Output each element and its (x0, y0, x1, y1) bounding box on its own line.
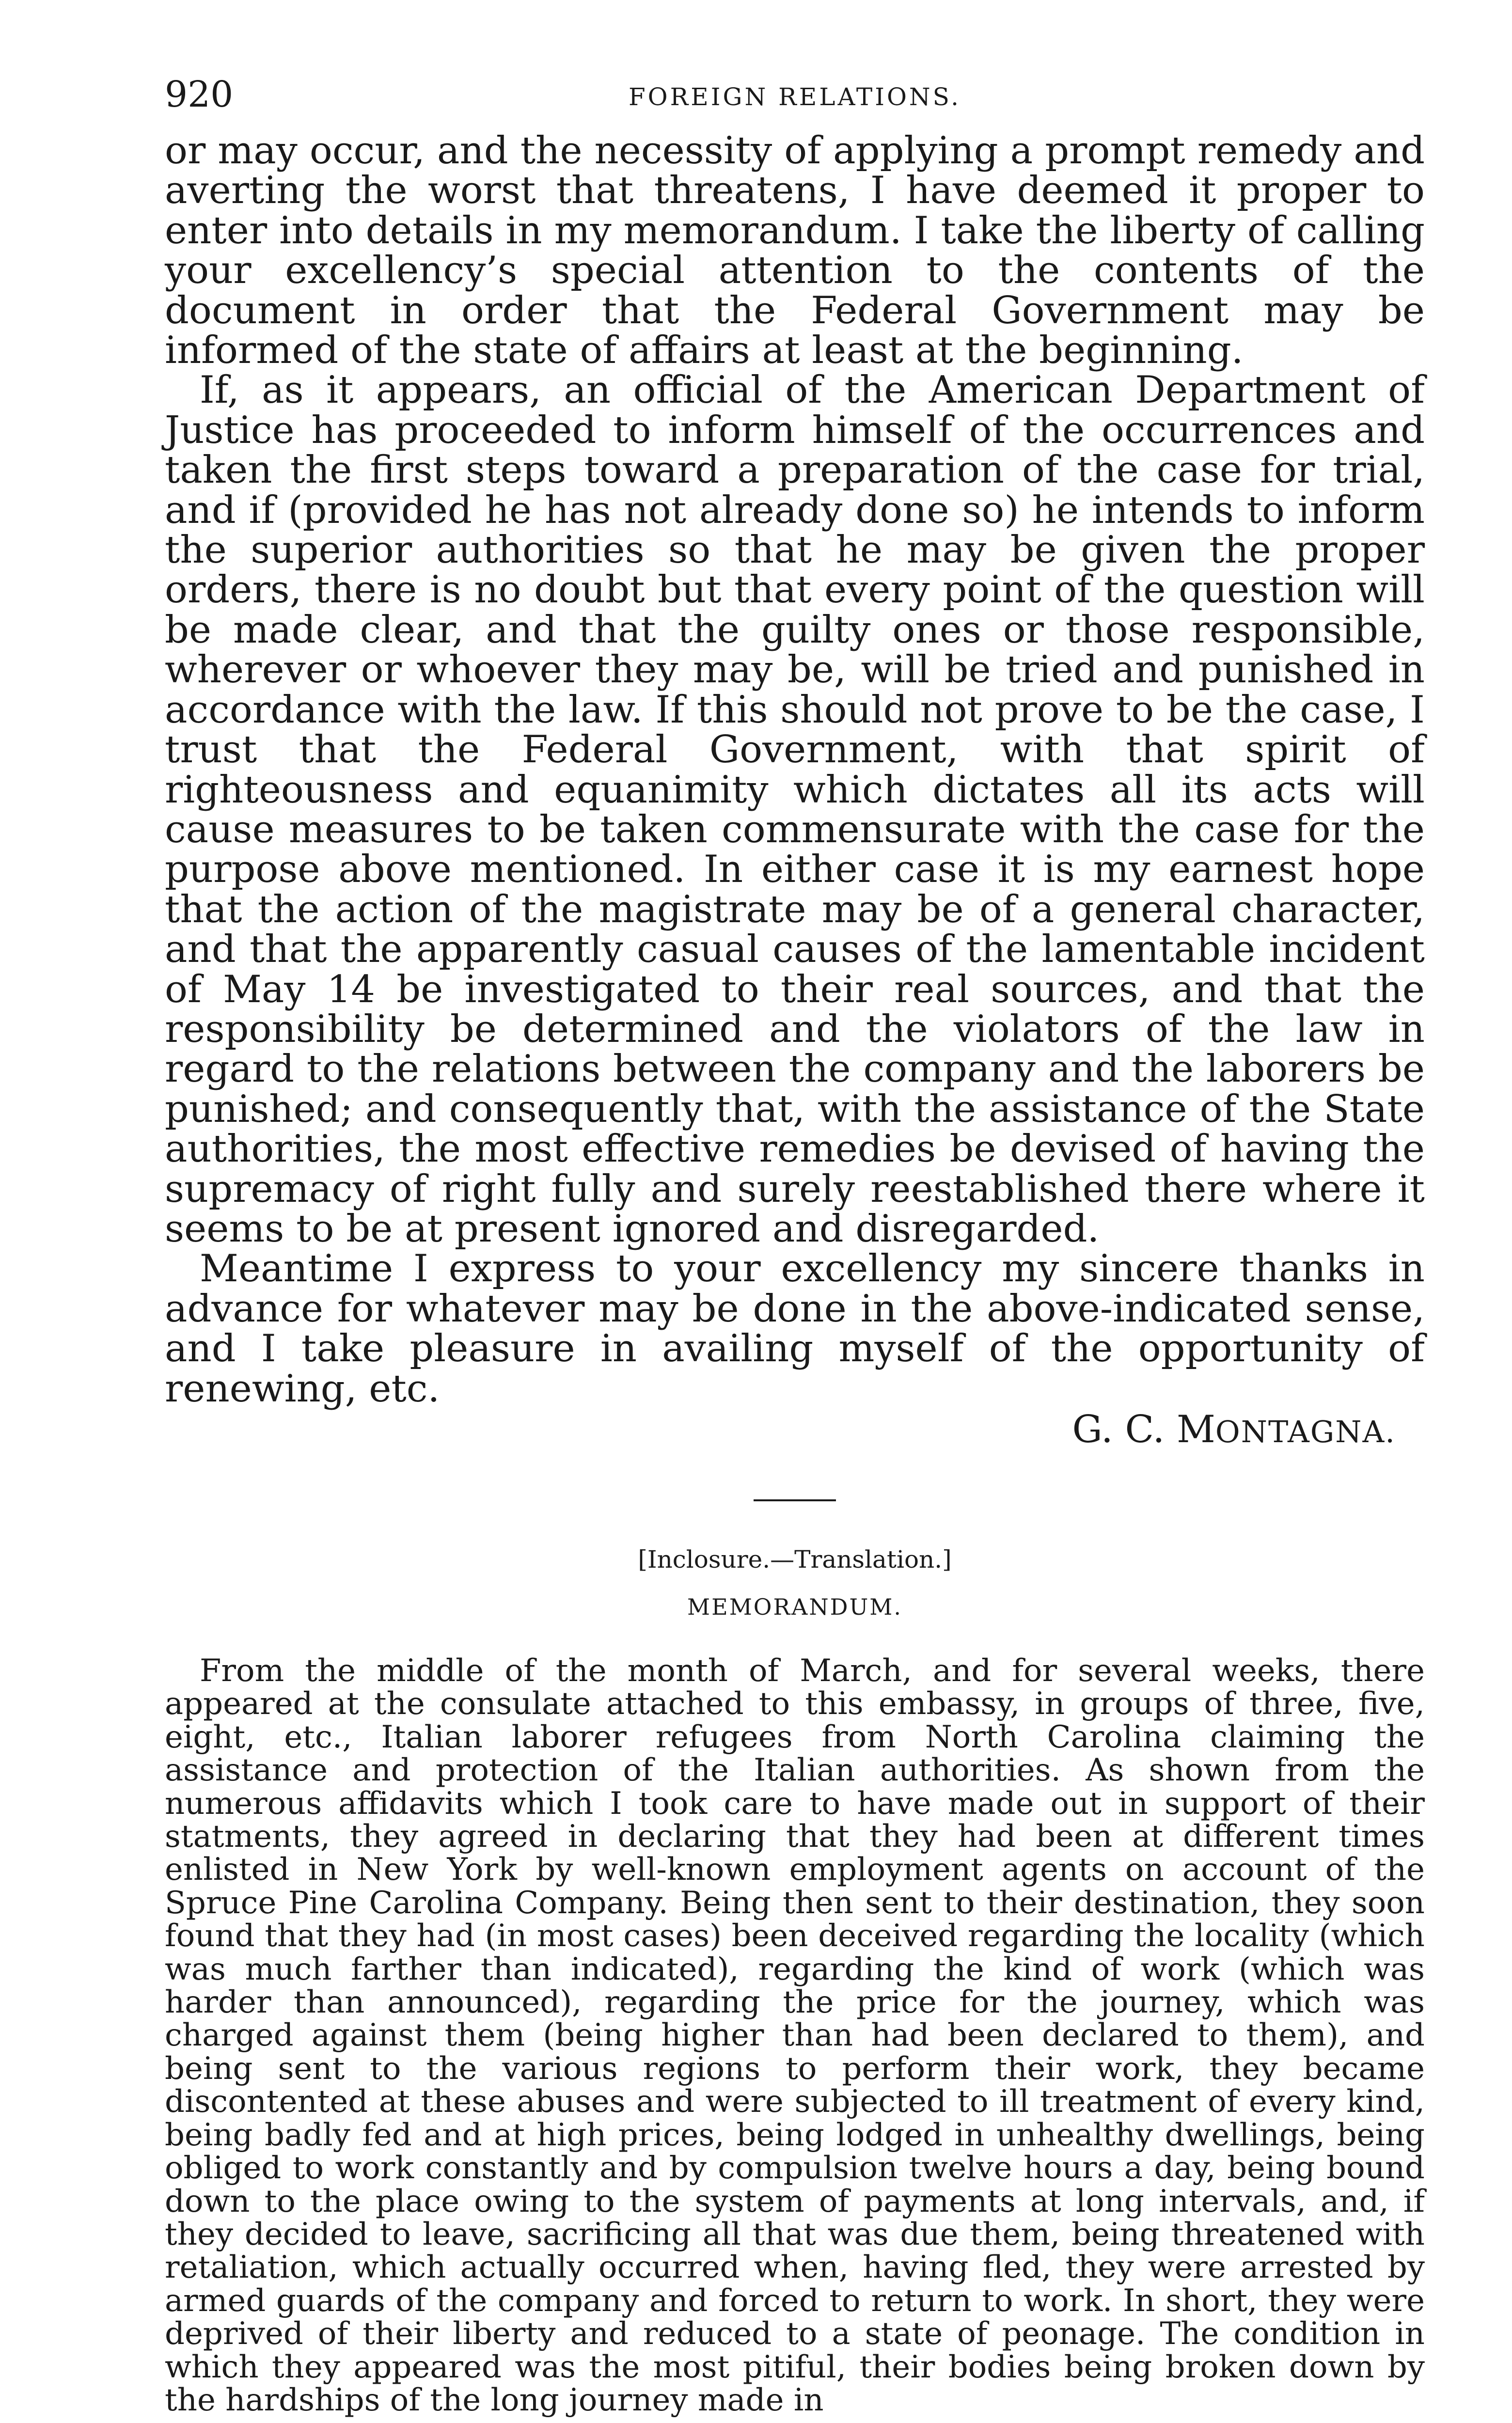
memorandum-body (165, 1654, 1425, 2417)
signature (165, 1409, 1425, 1453)
letter-paragraph: or may occur, and the necessity of applying a prompt remedy and averting the worst that threatens, I have deemed it proper to enter into details in my memorandum. I take the liberty of calling your excellency’s special attention to the contents of the document in order that the Federal Government may be informed of the state of affairs at least at the beginning. (165, 129, 1425, 373)
letter-paragraph: Meantime I express to your excellency my sincere thanks in advance for whatever may be done in the above-indicated sense, and I take pleasure in availing myself of the opportunity of renewing, etc. (165, 1247, 1425, 1411)
running-head (165, 73, 1425, 126)
section-divider (754, 1499, 836, 1501)
memorandum-heading: MEMORANDUM. (687, 1594, 902, 1620)
signature-surname: ONTAGNA. (1215, 1414, 1396, 1449)
letter-body (165, 131, 1425, 1409)
letter-paragraph: If, as it appears, an official of the American Department of Justice has proceeded to inform himself of the occurrences and taken the first steps toward a preparation of the case for trial, and if (provided he has not already done so) he intends to inform the superior authorities so that he may be given the proper orders, there is no doubt but that every point of the question will be made clear, and that the guilty ones or those responsible, wherever or whoever they may be, will be tried and punished in accordance with the law. If this should not prove to be the case, I trust that the Federal Government, with that spirit of righteousness and equanimity which dictates all its acts will cause measures to be taken commensurate with the case for the purpose above mentioned. In either case it is my earnest hope that the action of the magistrate may be of a general character, and that the apparently casual causes of the lamentable incident of May 14 be investigated to their real sources, and that the responsibility be determined and the violators of the law in regard to the relations between the company and the laborers be punished; and consequently that, with the assistance of the State authorities, the most effective remedies be devised of having the supremacy of right fully and surely reestablished there where it seems to be at present ignored and disregarded. (165, 368, 1425, 1251)
document-page (165, 73, 1425, 2417)
inclosure-label: [Inclosure.—Translation.] (638, 1545, 952, 1573)
signature-initials: G. C. M (1072, 1408, 1215, 1451)
running-title: FOREIGN RELATIONS. (628, 83, 961, 111)
page-number: 920 (165, 74, 234, 115)
memorandum-paragraph: From the middle of the month of March, and for several weeks, there appeared at the consulate attached to this embassy, in groups of three, five, eight, etc., Italian laborer refugees from North Carolina claiming the assistance and protection of the Italian authorities. As shown from the numerous affidavits which I took care to have made out in support of their statments, they agreed in declaring that they had been at different times enlisted in New York by well-known employment agents on account of the Spruce Pine Carolina Company. Being then sent to their destination, they soon found that they had (in most cases) been deceived regarding the locality (which was much farther than indicated), regarding the kind of work (which was harder than announced), regarding the price for the journey, which was charged against them (being higher than had been declared to them), and being sent to the various regions to perform their work, they became discontented at these abuses and were subjected to ill treatment of every kind, being badly fed and at high prices, being lodged in unhealthy dwellings, being obliged to work constantly and by compulsion twelve hours a day, being bound down to the place owing to the system of payments at long intervals, and, if they decided to leave, sacrificing all that was due them, being threatened with retaliation, which actually occurred when, having fled, they were arrested by armed guards of the company and forced to return to work. In short, they were deprived of their liberty and reduced to a state of peonage. The condition in which they appeared was the most pitiful, their bodies being broken down by the hardships of the long journey made in (165, 1653, 1425, 2418)
